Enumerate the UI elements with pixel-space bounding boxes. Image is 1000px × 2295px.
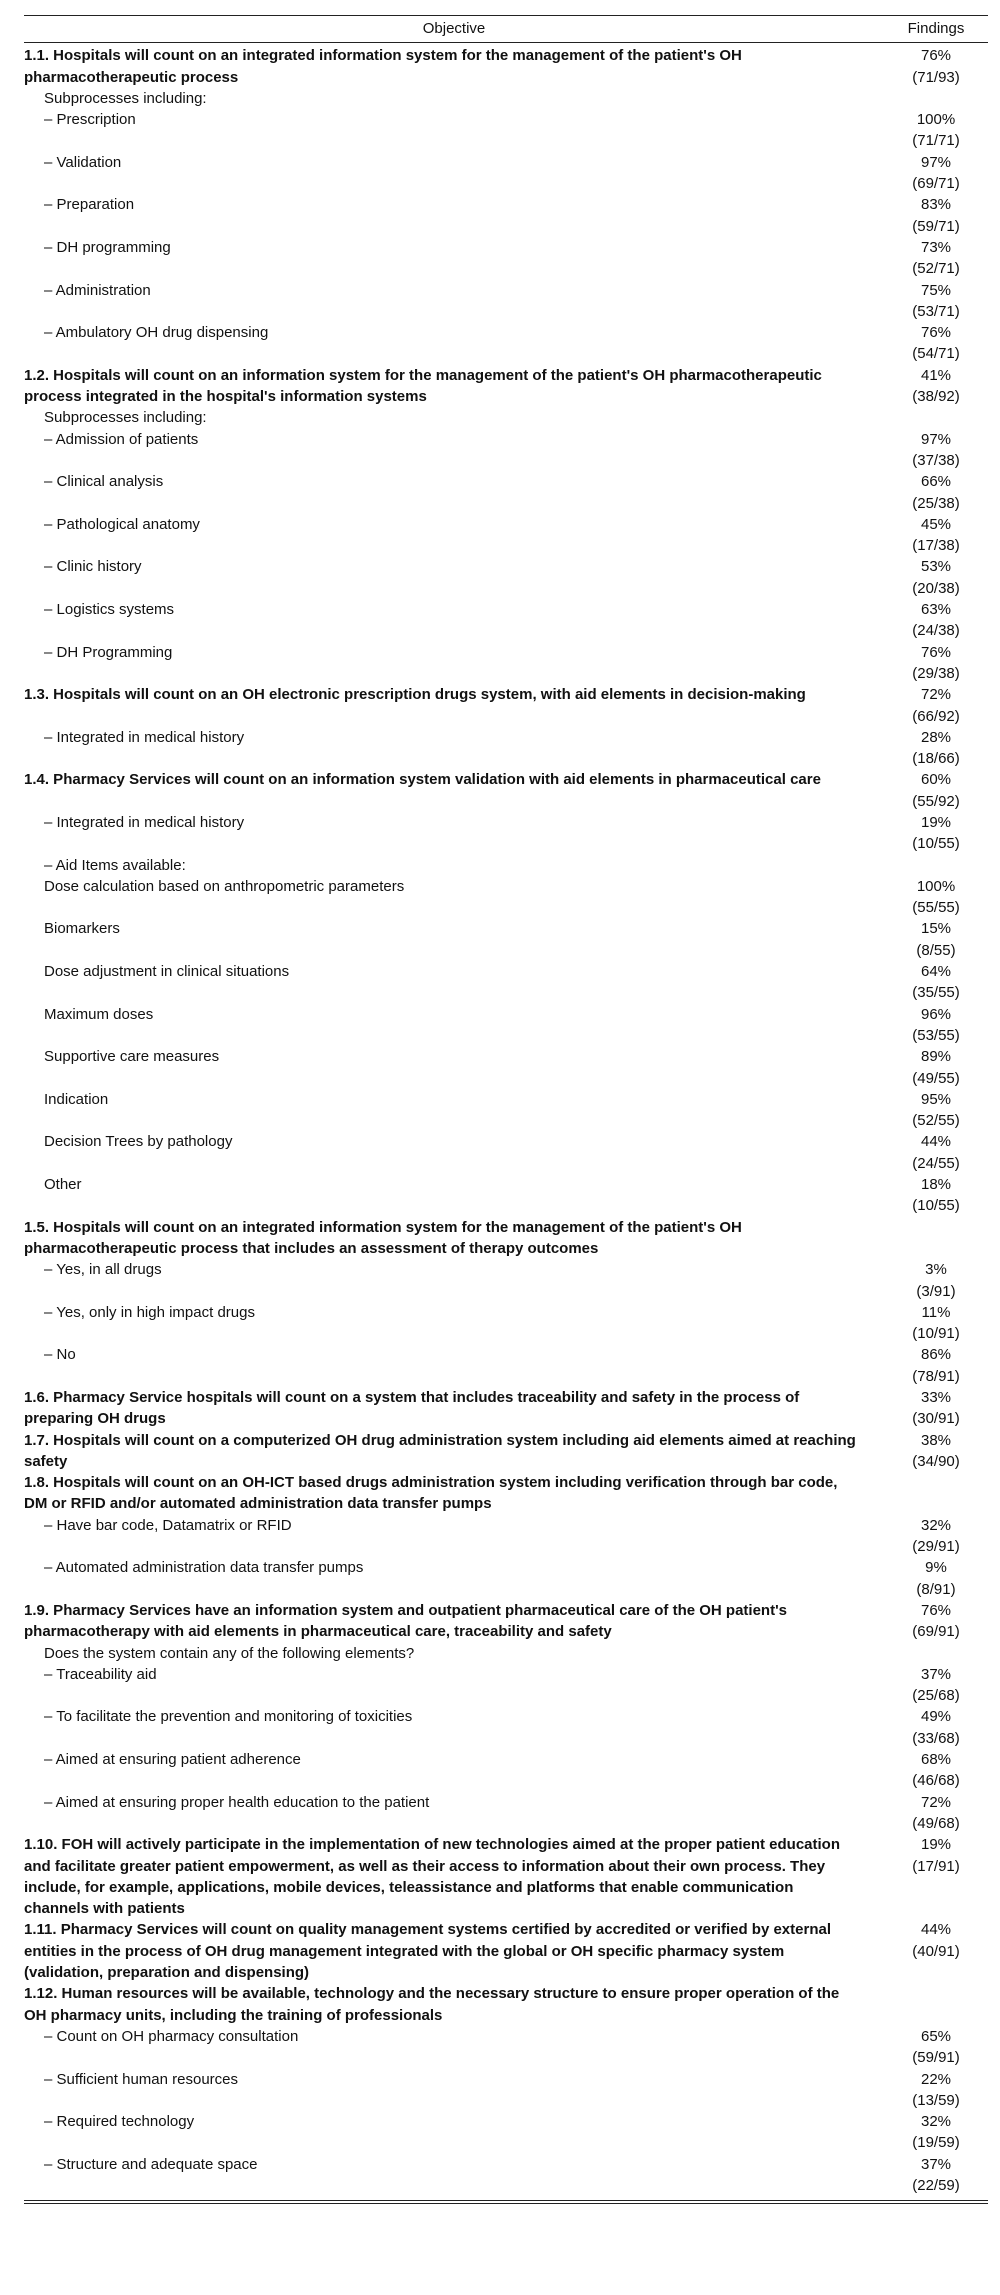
- table-row: [24, 1664, 988, 1707]
- finding-fraction: (25/38): [912, 494, 960, 512]
- finding-cell: [884, 1557, 988, 1600]
- finding-fraction: (29/38): [912, 664, 960, 682]
- finding-fraction: (29/91): [912, 1538, 960, 1556]
- objective-heading: 1.11. Pharmacy Services will count on quality management systems certified by accredited or verified by external entities in the process of OH drug management integrated with the global or OH specific pharmacy system (validation, preparation and dispensing): [24, 1921, 831, 1982]
- finding-percentage: 73%: [920, 238, 952, 256]
- table-row: [24, 152, 988, 195]
- finding-fraction: (53/71): [912, 302, 960, 320]
- table-row: [24, 194, 988, 237]
- table-row: [24, 322, 988, 365]
- finding-percentage: 76%: [920, 643, 952, 661]
- objective-heading: 1.5. Hospitals will count on an integrated information system for the management of the patient's OH pharmacotherapeutic process that includes an assessment of therapy outcomes: [24, 1218, 742, 1257]
- objective-item: Subprocesses including:: [44, 409, 207, 427]
- table-row: [24, 1004, 988, 1047]
- objective-item: – No: [44, 1346, 76, 1364]
- objective-item: – To facilitate the prevention and monitoring of toxicities: [44, 1708, 413, 1726]
- objective-item: – Pathological anatomy: [44, 515, 200, 533]
- objective-item: Dose adjustment in clinical situations: [44, 963, 290, 981]
- table-row: [24, 109, 988, 152]
- finding-percentage: 89%: [920, 1048, 952, 1066]
- finding-percentage: 3%: [925, 1261, 947, 1279]
- finding-cell: [884, 642, 988, 685]
- objective-heading: 1.4. Pharmacy Services will count on an information system validation with aid elements in pharmaceutical care: [24, 771, 821, 789]
- objective-item: – Ambulatory OH drug dispensing: [44, 324, 269, 342]
- finding-fraction: (20/38): [912, 579, 960, 597]
- finding-percentage: 68%: [920, 1751, 952, 1769]
- table-row: [24, 88, 988, 109]
- table-row: [24, 1834, 988, 1919]
- finding-cell: [884, 1643, 988, 1664]
- finding-cell: [884, 1472, 988, 1515]
- finding-fraction: (8/55): [916, 941, 956, 959]
- finding-fraction: (3/91): [916, 1282, 956, 1300]
- objective-column-header: Objective: [24, 16, 884, 43]
- table-row: [24, 876, 988, 919]
- finding-fraction: (52/71): [912, 260, 960, 278]
- objective-item: – Integrated in medical history: [44, 728, 245, 746]
- finding-fraction: (78/91): [912, 1367, 960, 1385]
- finding-percentage: 100%: [916, 111, 956, 129]
- finding-percentage: 72%: [920, 1793, 952, 1811]
- finding-fraction: (18/66): [912, 750, 960, 768]
- objective-item: – Yes, only in high impact drugs: [44, 1303, 255, 1321]
- table-row: [24, 1706, 988, 1749]
- objective-item: – Integrated in medical history: [44, 813, 245, 831]
- table-row: [24, 1515, 988, 1558]
- table-bottom-rule: [24, 2200, 988, 2201]
- finding-percentage: 45%: [920, 515, 952, 533]
- finding-fraction: (40/91): [912, 1942, 960, 1960]
- finding-cell: [884, 1387, 988, 1430]
- objective-item: Biomarkers: [44, 920, 120, 938]
- objective-item: – Aimed at ensuring proper health education to the patient: [44, 1793, 430, 1811]
- finding-cell: [884, 1600, 988, 1643]
- finding-percentage: 97%: [920, 153, 952, 171]
- objective-item: – Required technology: [44, 2113, 195, 2131]
- table-row: [24, 1749, 988, 1792]
- finding-percentage: 18%: [920, 1176, 952, 1194]
- finding-fraction: (49/55): [912, 1069, 960, 1087]
- finding-percentage: 76%: [920, 1601, 952, 1619]
- finding-fraction: (54/71): [912, 345, 960, 363]
- table-row: [24, 599, 988, 642]
- finding-cell: [884, 1259, 988, 1302]
- table-row: [24, 365, 988, 408]
- finding-fraction: (13/59): [912, 2091, 960, 2109]
- objective-heading: 1.1. Hospitals will count on an integrated information system for the management of the patient's OH pharmacotherapeutic process: [24, 47, 742, 86]
- table-row: [24, 556, 988, 599]
- finding-percentage: 22%: [920, 2070, 952, 2088]
- finding-fraction: (17/38): [912, 537, 960, 555]
- table-row: [24, 1600, 988, 1643]
- finding-fraction: (22/59): [912, 2176, 960, 2194]
- finding-cell: [884, 365, 988, 408]
- objective-item: – DH programming: [44, 238, 171, 256]
- table-row: [24, 407, 988, 428]
- finding-fraction: (55/92): [912, 792, 960, 810]
- objective-heading: 1.10. FOH will actively participate in the implementation of new technologies aimed at the proper patient education and facilitate greater patient empowerment, as well as their access to information about their own process. They include, for example, applications, mobile devices, teleassistance and platforms that enable communication channels with patients: [24, 1836, 840, 1918]
- finding-percentage: 32%: [920, 2113, 952, 2131]
- finding-percentage: 11%: [921, 1303, 951, 1321]
- finding-fraction: (8/91): [916, 1580, 956, 1598]
- finding-cell: [884, 280, 988, 323]
- objective-item: Maximum doses: [44, 1005, 154, 1023]
- objective-item: – Structure and adequate space: [44, 2155, 258, 2173]
- objective-item: – Logistics systems: [44, 601, 175, 619]
- finding-fraction: (35/55): [912, 984, 960, 1002]
- finding-cell: [884, 237, 988, 280]
- table-row: [24, 237, 988, 280]
- finding-percentage: 28%: [920, 728, 952, 746]
- finding-cell: [884, 1089, 988, 1132]
- finding-percentage: 49%: [920, 1708, 952, 1726]
- objective-item: – Admission of patients: [44, 430, 199, 448]
- finding-cell: [884, 1792, 988, 1835]
- finding-fraction: (17/91): [912, 1857, 960, 1875]
- table-row: [24, 1344, 988, 1387]
- table-row: [24, 2069, 988, 2112]
- objective-item: Supportive care measures: [44, 1048, 220, 1066]
- finding-fraction: (55/55): [912, 899, 960, 917]
- finding-cell: [884, 1430, 988, 1473]
- objective-item: – Sufficient human resources: [44, 2070, 238, 2088]
- objective-item: – Yes, in all drugs: [44, 1261, 162, 1279]
- finding-cell: [884, 1131, 988, 1174]
- finding-percentage: 97%: [920, 430, 952, 448]
- table-row: [24, 1174, 988, 1217]
- objective-item: – Administration: [44, 281, 151, 299]
- finding-fraction: (19/59): [912, 2134, 960, 2152]
- objective-item: – Traceability aid: [44, 1665, 157, 1683]
- finding-percentage: 96%: [920, 1005, 952, 1023]
- table-row: [24, 855, 988, 876]
- objective-heading: 1.9. Pharmacy Services have an information system and outpatient pharmaceutical care of the OH patient's pharmacotherapy with aid elements in pharmaceutical care, traceability and safety: [24, 1601, 787, 1641]
- finding-cell: [884, 2111, 988, 2154]
- finding-percentage: 37%: [920, 2155, 952, 2173]
- finding-fraction: (49/68): [912, 1814, 960, 1832]
- finding-cell: [884, 322, 988, 365]
- finding-cell: [884, 2069, 988, 2112]
- table-row: [24, 1217, 988, 1260]
- table-row: [24, 1983, 988, 2026]
- finding-percentage: 95%: [920, 1090, 952, 1108]
- objective-item: Indication: [44, 1090, 109, 1108]
- objective-item: – Preparation: [44, 196, 135, 214]
- finding-percentage: 19%: [920, 813, 952, 831]
- finding-cell: [884, 1004, 988, 1047]
- finding-cell: [884, 2154, 988, 2197]
- finding-cell: [884, 918, 988, 961]
- finding-cell: [884, 855, 988, 876]
- finding-fraction: (66/92): [912, 707, 960, 725]
- table-row: [24, 1387, 988, 1430]
- objective-item: – Validation: [44, 153, 122, 171]
- finding-cell: [884, 194, 988, 237]
- table-row: [24, 1430, 988, 1473]
- finding-cell: [884, 2026, 988, 2069]
- objective-heading: 1.8. Hospitals will count on an OH-ICT based drugs administration system including verification through bar code, DM or RFID and/or automated administration data transfer pumps: [24, 1474, 838, 1513]
- table-body: [24, 43, 988, 2196]
- table-row: [24, 1919, 988, 1983]
- finding-fraction: (69/71): [912, 175, 960, 193]
- table-row: [24, 769, 988, 812]
- finding-cell: [884, 1749, 988, 1792]
- table-row: [24, 429, 988, 472]
- objective-heading: 1.3. Hospitals will count on an OH electronic prescription drugs system, with aid elements in decision-making: [24, 686, 806, 704]
- objective-item: – Clinical analysis: [44, 473, 164, 491]
- finding-percentage: 63%: [920, 601, 952, 619]
- finding-percentage: 37%: [920, 1665, 952, 1683]
- table-row: [24, 2111, 988, 2154]
- finding-percentage: 60%: [920, 771, 952, 789]
- finding-cell: [884, 152, 988, 195]
- finding-cell: [884, 1919, 988, 1983]
- finding-percentage: 66%: [920, 473, 952, 491]
- finding-cell: [884, 769, 988, 812]
- finding-fraction: (33/68): [912, 1729, 960, 1747]
- finding-percentage: 72%: [920, 686, 952, 704]
- finding-cell: [884, 1344, 988, 1387]
- finding-fraction: (38/92): [912, 388, 960, 406]
- finding-percentage: 86%: [920, 1346, 952, 1364]
- finding-percentage: 33%: [920, 1389, 952, 1406]
- table-row: [24, 727, 988, 770]
- table-header: [24, 16, 988, 43]
- table-row: [24, 471, 988, 514]
- finding-cell: [884, 1046, 988, 1089]
- finding-fraction: (24/55): [912, 1154, 960, 1172]
- finding-cell: [884, 1174, 988, 1217]
- finding-cell: [884, 1664, 988, 1707]
- objective-item: – Count on OH pharmacy consultation: [44, 2027, 299, 2045]
- finding-percentage: 38%: [920, 1431, 952, 1449]
- table-row: [24, 812, 988, 855]
- findings-column-header: Findings: [884, 16, 988, 43]
- table-row: [24, 684, 988, 727]
- finding-percentage: 53%: [920, 558, 952, 576]
- finding-fraction: (24/38): [912, 622, 960, 640]
- finding-percentage: 76%: [920, 324, 952, 342]
- finding-fraction: (30/91): [912, 1410, 960, 1428]
- finding-cell: [884, 1217, 988, 1260]
- table-row: [24, 2026, 988, 2069]
- objective-item: – Have bar code, Datamatrix or RFID: [44, 1516, 292, 1534]
- finding-cell: [884, 1834, 988, 1919]
- table-row: [24, 1089, 988, 1132]
- table-row: [24, 642, 988, 685]
- table-row: [24, 1472, 988, 1515]
- finding-percentage: 44%: [920, 1133, 952, 1151]
- finding-percentage: 15%: [920, 920, 952, 938]
- finding-cell: [884, 599, 988, 642]
- table-row: [24, 1302, 988, 1345]
- finding-percentage: 41%: [920, 366, 952, 384]
- finding-fraction: (71/93): [912, 68, 960, 86]
- finding-percentage: 100%: [916, 877, 956, 895]
- finding-cell: [884, 1706, 988, 1749]
- finding-percentage: 83%: [920, 196, 952, 214]
- finding-fraction: (25/68): [912, 1687, 960, 1705]
- table-row: [24, 280, 988, 323]
- finding-cell: [884, 727, 988, 770]
- finding-fraction: (34/90): [912, 1452, 960, 1470]
- objective-item: Other: [44, 1176, 82, 1194]
- table-row: [24, 514, 988, 557]
- table-row: [24, 1643, 988, 1664]
- table-row: [24, 1792, 988, 1835]
- table-row: [24, 2154, 988, 2197]
- finding-fraction: (10/55): [912, 1197, 960, 1215]
- objective-item: – Prescription: [44, 111, 136, 129]
- finding-percentage: 19%: [920, 1836, 952, 1854]
- finding-fraction: (37/38): [912, 451, 960, 469]
- finding-cell: [884, 407, 988, 428]
- finding-cell: [884, 876, 988, 919]
- finding-cell: [884, 684, 988, 727]
- finding-percentage: 9%: [925, 1559, 947, 1577]
- finding-percentage: 64%: [920, 963, 952, 981]
- finding-cell: [884, 514, 988, 557]
- objective-item: – Automated administration data transfer pumps: [44, 1559, 364, 1577]
- objective-heading: 1.7. Hospitals will count on a computerized OH drug administration system including aid elements aimed at reaching safety: [24, 1431, 856, 1470]
- finding-cell: [884, 556, 988, 599]
- finding-fraction: (46/68): [912, 1772, 960, 1790]
- objective-item: – Aid Items available:: [44, 856, 186, 874]
- finding-percentage: 32%: [920, 1516, 952, 1534]
- finding-percentage: 76%: [920, 47, 952, 65]
- finding-cell: [884, 1302, 988, 1345]
- table-bottom-rule-double: [24, 2203, 988, 2204]
- objective-item: Does the system contain any of the following elements?: [44, 1644, 415, 1662]
- finding-percentage: 65%: [920, 2027, 952, 2045]
- objective-item: – Aimed at ensuring patient adherence: [44, 1751, 301, 1769]
- finding-cell: [884, 429, 988, 472]
- finding-cell: [884, 1983, 988, 2026]
- objective-item: – Clinic history: [44, 558, 142, 576]
- objectives-findings-table: [24, 15, 988, 2196]
- finding-percentage: 75%: [920, 281, 952, 299]
- finding-percentage: 44%: [920, 1921, 952, 1939]
- finding-cell: [884, 812, 988, 855]
- objective-heading: 1.12. Human resources will be available, technology and the necessary structure to ensure proper operation of the OH pharmacy units, including the training of professionals: [24, 1985, 840, 2024]
- table-row: [24, 43, 988, 88]
- objective-heading: 1.6. Pharmacy Service hospitals will count on a system that includes traceability and safety in the process of preparing OH drugs: [24, 1389, 800, 1428]
- finding-cell: [884, 1515, 988, 1558]
- table-row: [24, 1131, 988, 1174]
- table-row: [24, 1557, 988, 1600]
- table-row: [24, 1046, 988, 1089]
- objective-heading: 1.2. Hospitals will count on an information system for the management of the patient's OH pharmacotherapeutic process integrated in the hospital's information systems: [24, 366, 822, 406]
- table-row: [24, 961, 988, 1004]
- table-row: [24, 918, 988, 961]
- finding-fraction: (59/71): [912, 217, 960, 235]
- finding-fraction: (69/91): [912, 1623, 960, 1641]
- finding-fraction: (10/55): [912, 835, 960, 853]
- objective-item: Decision Trees by pathology: [44, 1133, 233, 1151]
- table-row: [24, 1259, 988, 1302]
- finding-fraction: (10/91): [912, 1325, 960, 1343]
- finding-cell: [884, 471, 988, 514]
- finding-cell: [884, 43, 988, 88]
- finding-fraction: (59/91): [912, 2049, 960, 2067]
- finding-fraction: (53/55): [912, 1026, 960, 1044]
- finding-cell: [884, 109, 988, 152]
- finding-cell: [884, 88, 988, 109]
- objective-item: – DH Programming: [44, 643, 173, 661]
- finding-fraction: (71/71): [912, 132, 960, 150]
- objective-item: Subprocesses including:: [44, 89, 207, 107]
- objective-item: Dose calculation based on anthropometric parameters: [44, 877, 405, 895]
- finding-fraction: (52/55): [912, 1112, 960, 1130]
- finding-cell: [884, 961, 988, 1004]
